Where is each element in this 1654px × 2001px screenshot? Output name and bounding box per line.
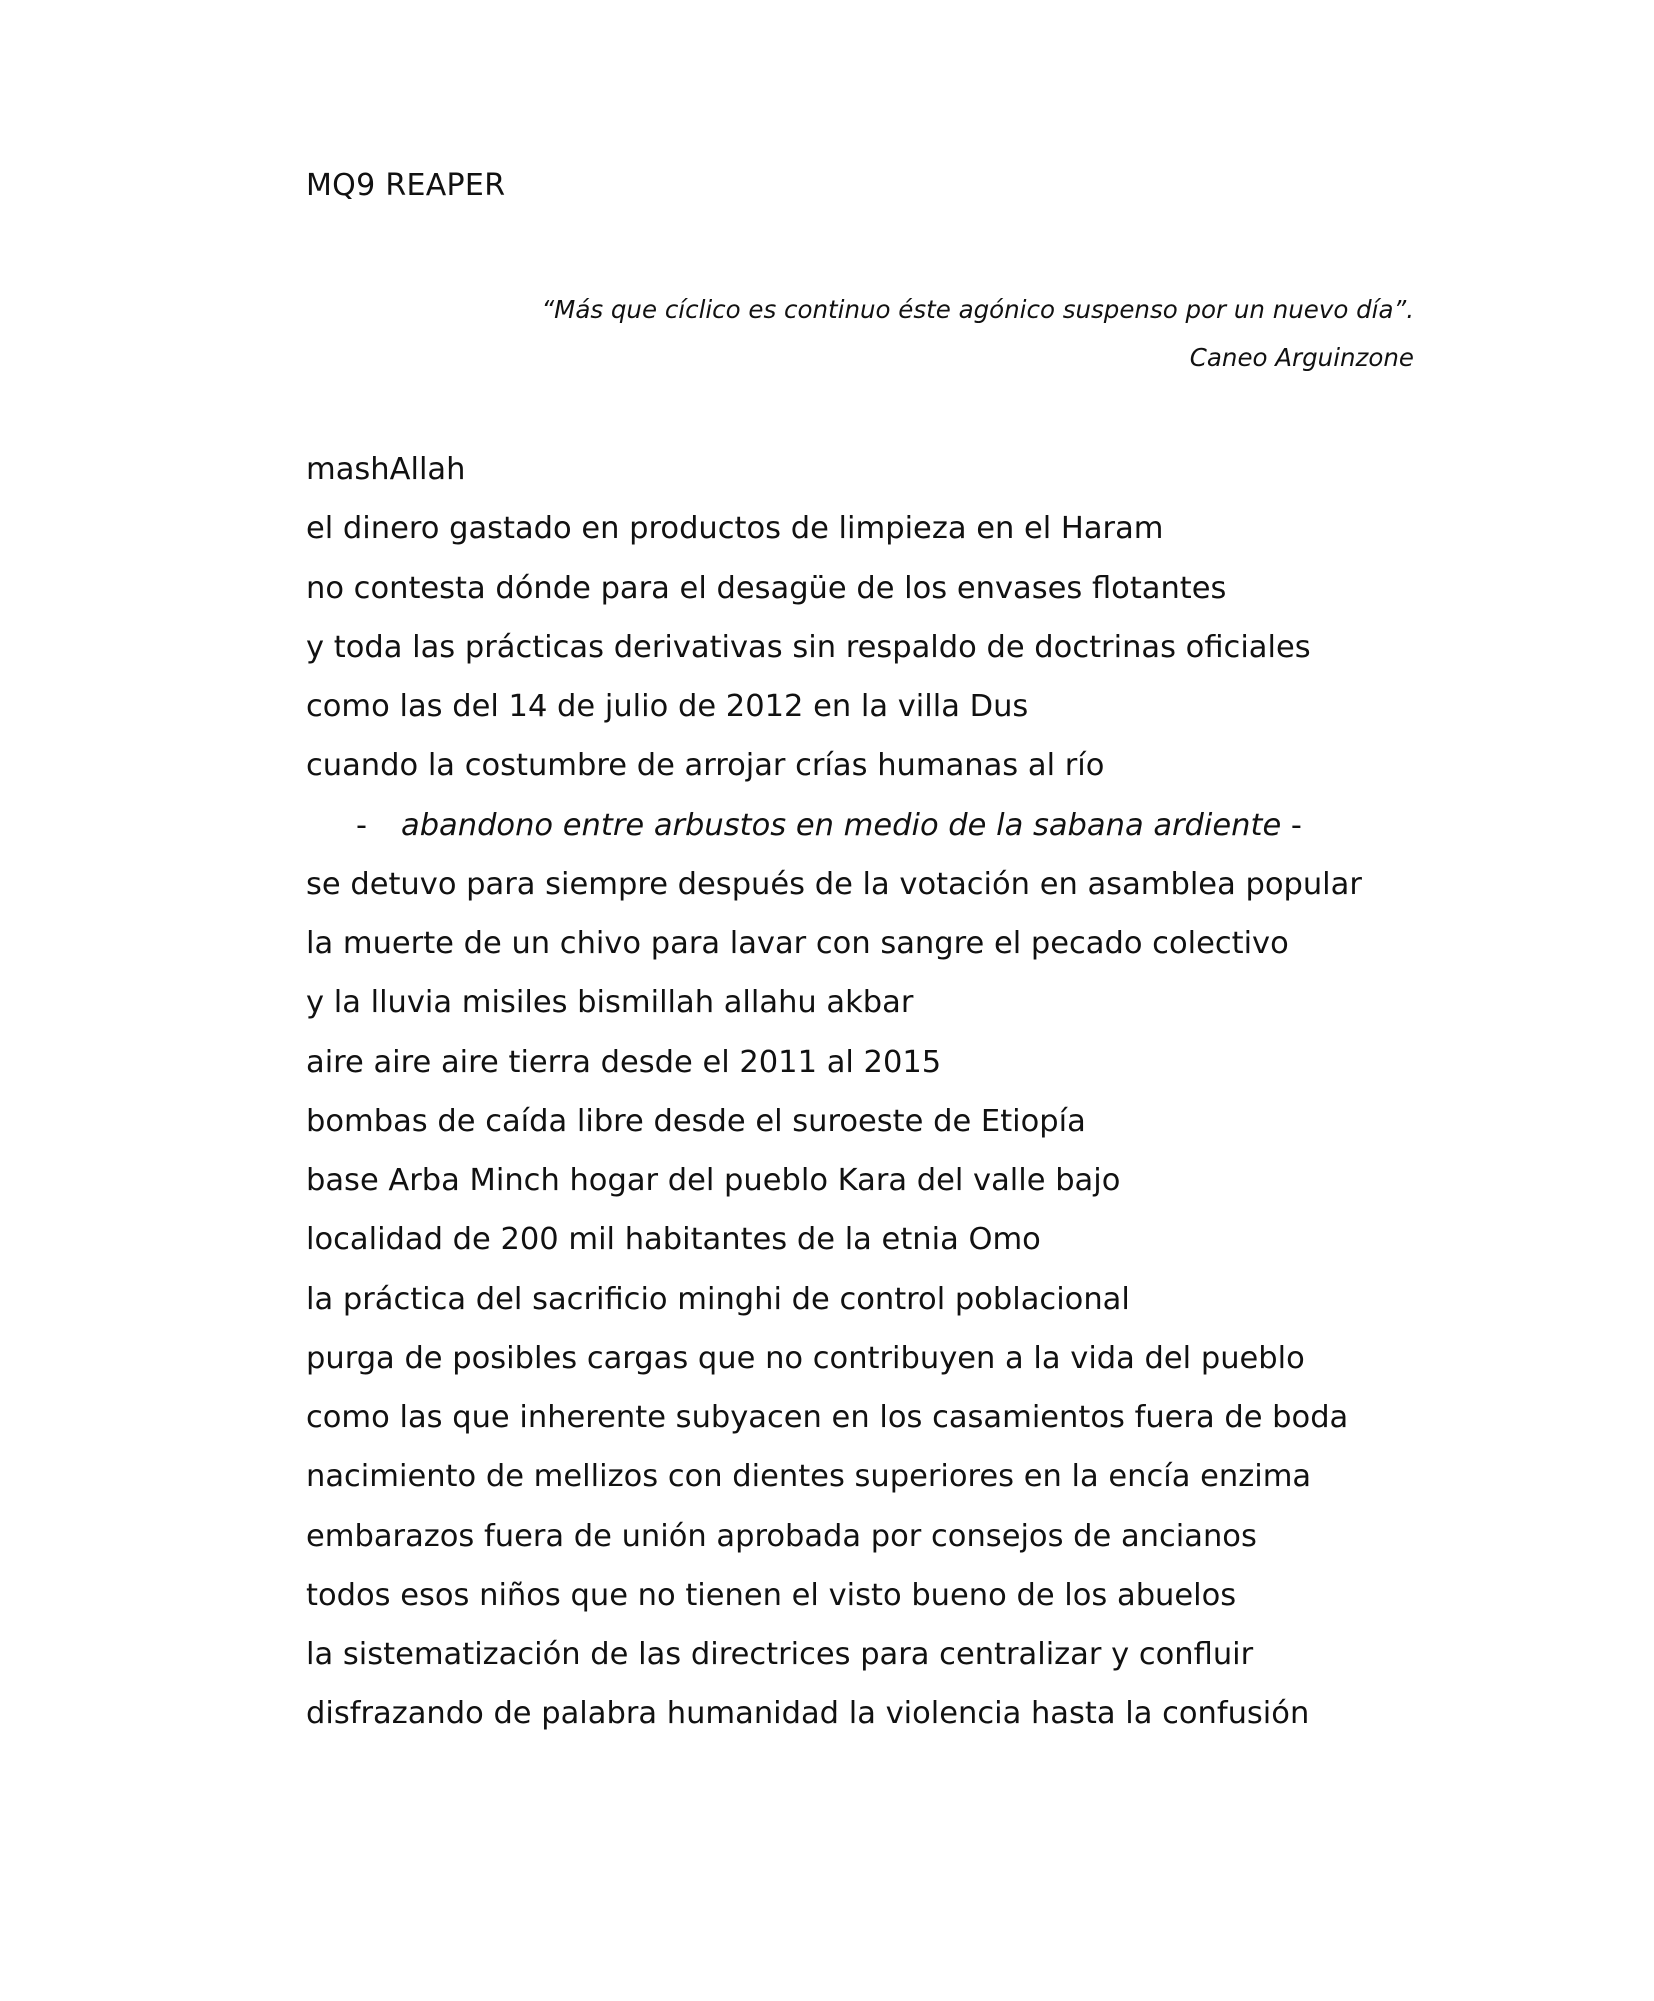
poem-line: como las que inherente subyacen en los casamientos fuera de boda bbox=[306, 1400, 1349, 1435]
poem-line: y la lluvia misiles bismillah allahu akbar bbox=[306, 985, 914, 1021]
epigraph bbox=[541, 286, 1414, 382]
poem-line: todos esos niños que no tienen el visto bueno de los abuelos bbox=[306, 1577, 1237, 1613]
poem-line: bombas de caída libre desde el suroeste de Etiopía bbox=[306, 1103, 1086, 1139]
aside-dash: - bbox=[356, 807, 368, 843]
poem-line: como las del 14 de julio de 2012 en la villa Dus bbox=[306, 689, 1029, 724]
poem-line: disfrazando de palabra humanidad la violencia hasta la confusión bbox=[306, 1696, 1310, 1732]
poem-line: y toda las prácticas derivativas sin respaldo de doctrinas oficiales bbox=[306, 629, 1311, 665]
poem-line: cuando la costumbre de arrojar crías humanas al río bbox=[306, 748, 1105, 784]
poem-line: no contesta dónde para el desagüe de los envases flotantes bbox=[306, 570, 1227, 606]
poem-line: embarazos fuera de unión aprobada por consejos de ancianos bbox=[306, 1518, 1257, 1554]
epigraph-author: Caneo Arguinzone bbox=[1189, 343, 1414, 372]
poem-line: nacimiento de mellizos con dientes superiores en la encía enzima bbox=[306, 1459, 1312, 1495]
poem-line: el dinero gastado en productos de limpieza en el Haram bbox=[306, 511, 1164, 547]
poem-body bbox=[306, 440, 1446, 1744]
poem-line: mashAllah bbox=[306, 452, 466, 487]
poem-line: se detuvo para siempre después de la votación en asamblea popular bbox=[306, 866, 1362, 902]
aside-trailing-dash: - bbox=[1281, 807, 1302, 843]
poem-line: la práctica del sacrificio minghi de control poblacional bbox=[306, 1281, 1130, 1317]
poem-line: aire aire aire tierra desde el 2011 al 2015 bbox=[306, 1044, 942, 1080]
epigraph-quote: “Más que cíclico es continuo éste agónico suspenso por un nuevo día”. bbox=[541, 295, 1414, 324]
poem-title: MQ9 REAPER bbox=[306, 168, 506, 203]
poem-line: purga de posibles cargas que no contribuyen a la vida del pueblo bbox=[306, 1340, 1305, 1376]
poem-line: base Arba Minch hogar del pueblo Kara del valle bajo bbox=[306, 1163, 1121, 1198]
poem-line: la sistematización de las directrices para centralizar y confluir bbox=[306, 1637, 1254, 1672]
poem-line: la muerte de un chivo para lavar con sangre el pecado colectivo bbox=[306, 926, 1289, 961]
aside-text: abandono entre arbustos en medio de la sabana ardiente bbox=[401, 807, 1282, 843]
poem-line: localidad de 200 mil habitantes de la etnia Omo bbox=[306, 1222, 1041, 1258]
poem-aside-line bbox=[306, 796, 1446, 855]
